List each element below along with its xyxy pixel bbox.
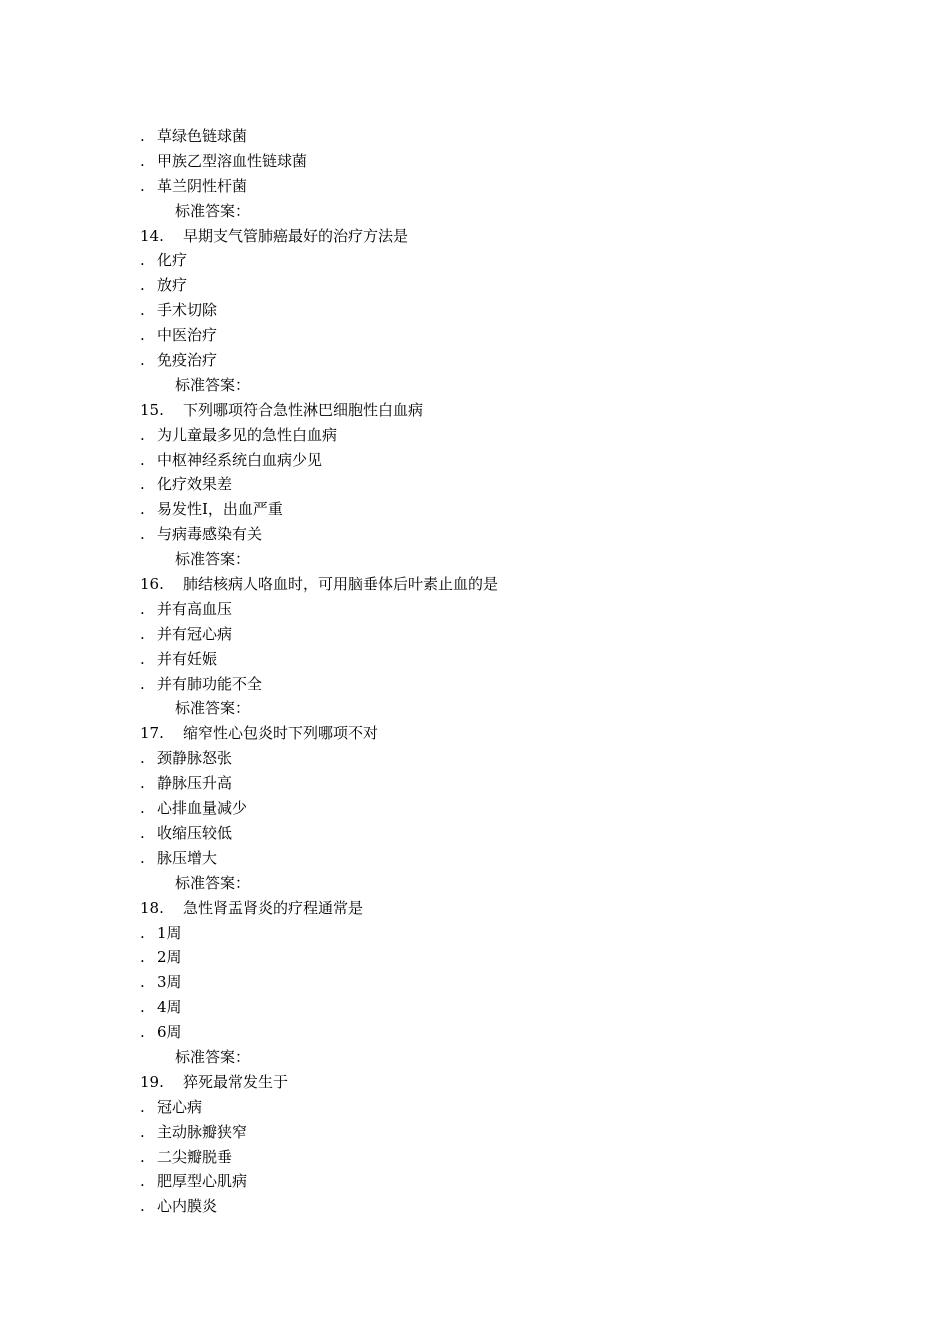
option-marker: . [140, 351, 145, 370]
option-line [140, 423, 840, 448]
question-block [140, 896, 840, 1070]
question-text: 早期支气管肺癌最好的治疗方法是 [183, 226, 409, 245]
option-line [140, 149, 840, 174]
question-block [140, 1070, 840, 1219]
option-text: 中枢神经系统白血病少见 [157, 450, 323, 469]
option-line [140, 174, 840, 199]
option-marker: . [140, 774, 145, 793]
option-text: 放疗 [157, 276, 188, 295]
answer-label: 标准答案： [175, 550, 251, 569]
option-marker: . [140, 823, 145, 842]
answer-label: 标准答案： [175, 699, 251, 718]
option-line [140, 1194, 840, 1219]
question-number: 15. [140, 400, 164, 419]
leading-options [140, 124, 840, 224]
option-line [140, 298, 840, 323]
question-line [140, 1070, 840, 1095]
option-text: 中医治疗 [157, 326, 218, 345]
option-text: 二尖瓣脱垂 [157, 1147, 233, 1166]
question-number: 19. [140, 1072, 164, 1091]
option-marker: . [140, 475, 145, 494]
option-line [140, 821, 840, 846]
option-text: 并有肺功能不全 [157, 674, 263, 693]
answer-label: 标准答案： [175, 1047, 251, 1066]
question-number: 18. [140, 898, 164, 917]
option-line [140, 846, 840, 871]
option-marker: . [140, 1147, 145, 1166]
question-line [140, 572, 840, 597]
option-text: 草绿色链球菌 [157, 127, 248, 145]
option-text: 6周 [157, 1023, 182, 1042]
document-body [140, 124, 840, 1219]
option-marker: . [140, 923, 145, 942]
question-line [140, 896, 840, 921]
option-line [140, 522, 840, 547]
option-marker: . [140, 326, 145, 345]
option-text: 3周 [157, 973, 182, 992]
option-line [140, 622, 840, 647]
option-text: 并有妊娠 [157, 649, 218, 668]
option-marker: . [140, 276, 145, 295]
question-number: 17. [140, 724, 164, 743]
option-marker: . [140, 848, 145, 867]
option-line [140, 273, 840, 298]
option-line [140, 1120, 840, 1145]
option-marker: . [140, 301, 145, 320]
question-text: 肺结核病人咯血时，可用脑垂体后叶素止血的是 [183, 575, 499, 594]
option-line [140, 647, 840, 672]
option-line [140, 796, 840, 821]
option-text: 脉压增大 [157, 848, 218, 867]
option-text: 收缩压较低 [157, 823, 233, 842]
question-line [140, 721, 840, 746]
option-text: 心内膜炎 [157, 1197, 218, 1216]
option-text: 易发性I，出血严重 [157, 500, 283, 519]
option-marker: . [140, 1172, 145, 1191]
option-text: 心排血量减少 [157, 799, 248, 818]
answer-label: 标准答案： [175, 873, 251, 892]
option-text: 甲族乙型溶血性链球菌 [157, 151, 308, 170]
option-text: 4周 [157, 998, 182, 1017]
option-text: 化疗 [157, 251, 188, 270]
option-text: 免疫治疗 [157, 351, 218, 370]
question-line [140, 224, 840, 249]
option-marker: . [140, 127, 145, 145]
option-marker: . [140, 948, 145, 967]
option-line [140, 1095, 840, 1120]
option-line [140, 1145, 840, 1170]
option-marker: . [140, 649, 145, 668]
option-line [140, 771, 840, 796]
option-text: 革兰阴性杆菌 [157, 176, 248, 195]
option-line [140, 348, 840, 373]
answer-label: 标准答案： [175, 201, 251, 220]
option-line [140, 323, 840, 348]
option-marker: . [140, 624, 145, 643]
question-block [140, 224, 840, 398]
option-marker: . [140, 973, 145, 992]
option-text: 化疗效果差 [157, 475, 233, 494]
option-line [140, 970, 840, 995]
option-line [140, 448, 840, 473]
question-block [140, 721, 840, 895]
option-text: 与病毒感染有关 [157, 525, 263, 544]
option-text: 手术切除 [157, 301, 218, 320]
question-block [140, 572, 840, 721]
option-marker: . [140, 749, 145, 768]
option-line [140, 672, 840, 697]
option-marker: . [140, 998, 145, 1017]
option-line [140, 124, 840, 149]
option-text: 1周 [157, 923, 182, 942]
option-text: 冠心病 [157, 1097, 203, 1116]
option-line [140, 746, 840, 771]
option-marker: . [140, 1097, 145, 1116]
question-line [140, 398, 840, 423]
option-marker: . [140, 674, 145, 693]
option-marker: . [140, 799, 145, 818]
option-marker: . [140, 151, 145, 170]
option-marker: . [140, 1197, 145, 1216]
option-line [140, 472, 840, 497]
option-line [140, 497, 840, 522]
question-text: 下列哪项符合急性淋巴细胞性白血病 [183, 400, 424, 419]
option-text: 肥厚型心肌病 [157, 1172, 248, 1191]
question-text: 猝死最常发生于 [183, 1072, 289, 1091]
option-text: 并有高血压 [157, 599, 233, 618]
option-marker: . [140, 1122, 145, 1141]
question-number: 14. [140, 226, 164, 245]
option-text: 颈静脉怒张 [157, 749, 233, 768]
option-line [140, 597, 840, 622]
option-line [140, 945, 840, 970]
option-line [140, 921, 840, 946]
option-line [140, 995, 840, 1020]
option-text: 为儿童最多见的急性白血病 [157, 425, 338, 444]
option-line [140, 1169, 840, 1194]
question-text: 急性肾盂肾炎的疗程通常是 [183, 898, 364, 917]
option-marker: . [140, 525, 145, 544]
option-marker: . [140, 450, 145, 469]
question-number: 16. [140, 575, 164, 594]
option-marker: . [140, 1023, 145, 1042]
option-text: 并有冠心病 [157, 624, 233, 643]
option-marker: . [140, 251, 145, 270]
option-marker: . [140, 425, 145, 444]
answer-label: 标准答案： [175, 375, 251, 394]
question-text: 缩窄性心包炎时下列哪项不对 [183, 724, 379, 743]
option-text: 静脉压升高 [157, 774, 233, 793]
option-marker: . [140, 500, 145, 519]
option-marker: . [140, 599, 145, 618]
option-marker: . [140, 176, 145, 195]
question-block [140, 398, 840, 572]
option-line [140, 1020, 840, 1045]
option-text: 主动脉瓣狭窄 [157, 1122, 248, 1141]
option-text: 2周 [157, 948, 182, 967]
option-line [140, 248, 840, 273]
